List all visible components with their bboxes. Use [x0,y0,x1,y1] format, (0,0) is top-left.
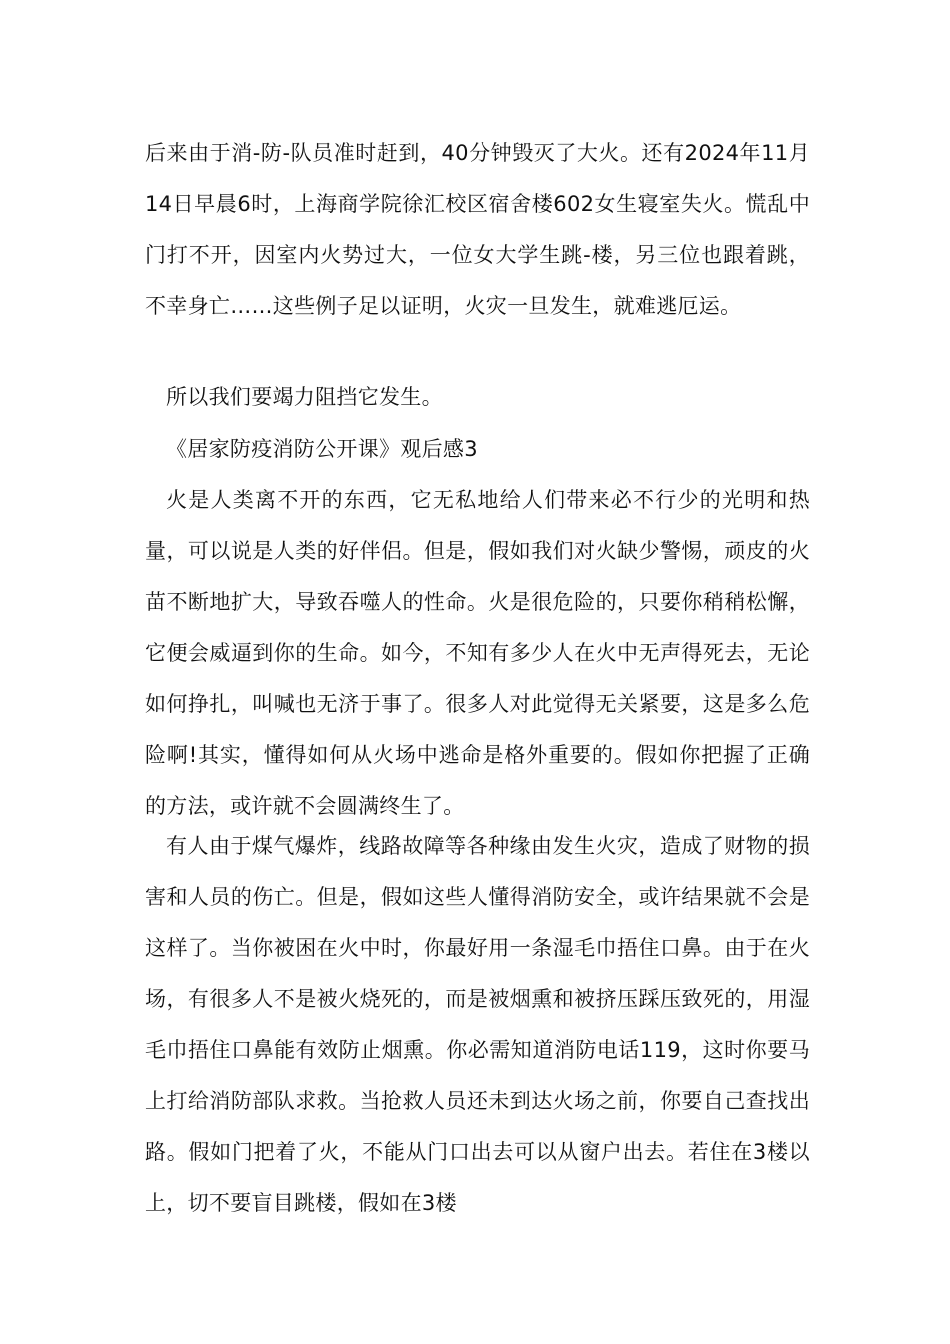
paragraph-fire-escape: 有人由于煤气爆炸，线路故障等各种缘由发生火灾，造成了财物的损害和人员的伤亡。但是，假如这些人懂得消防安全，或许结果就不会是这样了。当你被困在火中时，你最好用一条湿毛巾捂住口鼻。由于在火场，有很多人不是被火烧死的，而是被烟熏和被挤压踩压致死的，用湿毛巾捂住口鼻能有效防止烟熏。你必需知道消防电话119，这时你要马上打给消防部队求救。当抢救人员还未到达火场之前，你要自己查找出路。假如门把着了火，不能从门口出去可以从窗户出去。若住在3楼以上，切不要盲目跳楼，假如在3楼 [145,834,810,1215]
section-heading: 《居家防疫消防公开课》观后感3 [166,437,478,461]
paragraph-fire-examples: 后来由于消-防-队员准时赶到，40分钟毁灭了大火。还有2024年11月14日早晨6时，上海商学院徐汇校区宿舍楼602女生寝室失火。慌乱中门打不开，因室内火势过大，一位女大学生跳-楼，另三位也跟着跳，不幸身亡……这些例子足以证明，火灾一旦发生，就难逃厄运。 [145,141,810,318]
paragraph-prevent-fire: 所以我们要竭力阻挡它发生。 [166,385,443,409]
paragraph-fire-danger: 火是人类离不开的东西，它无私地给人们带来必不行少的光明和热量，可以说是人类的好伴侣。但是，假如我们对火缺少警惕，顽皮的火苗不断地扩大，导致吞噬人的性命。火是很危险的，只要你稍稍松懈，它便会威逼到你的生命。如今，不知有多少人在火中无声得死去，无论如何挣扎，叫喊也无济于事了。很多人对此觉得无关紧要，这是多么危险啊!其实，懂得如何从火场中逃命是格外重要的。假如你把握了正确的方法，或许就不会圆满终生了。 [145,488,810,818]
